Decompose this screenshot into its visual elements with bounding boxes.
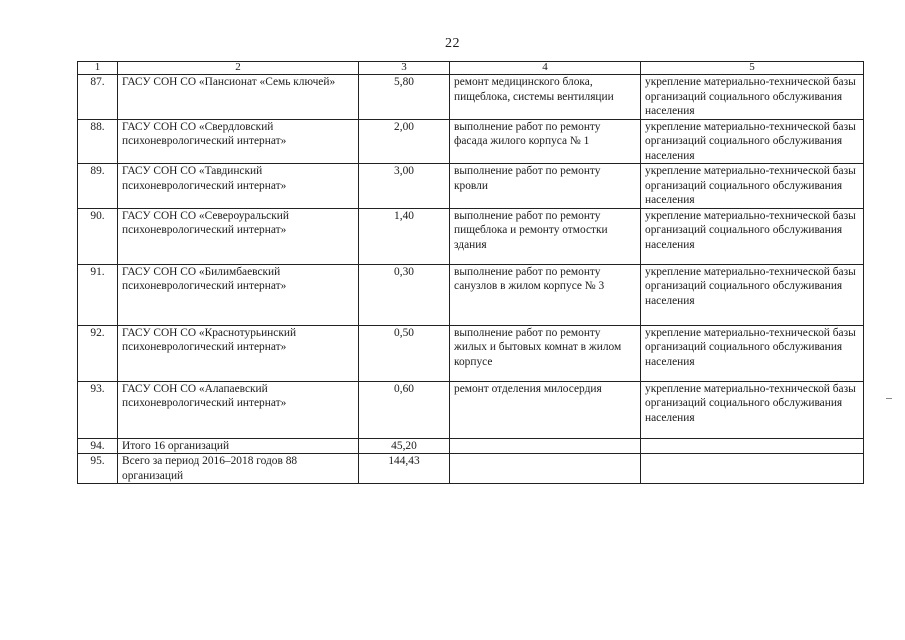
purpose-text [641,454,864,484]
work-description: выполнение работ по ремонту фасада жилого корпуса № 1 [450,119,641,164]
work-description: ремонт отделения милосердия [450,381,641,438]
organization-name: ГАСУ СОН СО «Тавдинский психоневрологический интернат» [118,164,359,209]
header-col-5: 5 [641,62,864,75]
row-number: 87. [78,75,118,120]
header-col-4: 4 [450,62,641,75]
table-row [78,264,864,325]
header-col-2: 2 [118,62,359,75]
work-description: ремонт медицинского блока, пищеблока, системы вентиляции [450,75,641,120]
margin-mark [886,398,892,399]
organization-name: ГАСУ СОН СО «Свердловский психоневрологический интернат» [118,119,359,164]
work-description [450,454,641,484]
purpose-text: укрепление материально-технической базы организаций социального обслуживания населения [641,208,864,264]
row-number: 92. [78,325,118,381]
table-row [78,325,864,381]
table-row [78,454,864,484]
table-row [78,438,864,454]
organization-name: ГАСУ СОН СО «Пансионат «Семь ключей» [118,75,359,120]
amount-value: 3,00 [359,164,450,209]
purpose-text: укрепление материально-технической базы организаций социального обслуживания населения [641,75,864,120]
purpose-text: укрепление материально-технической базы организаций социального обслуживания населения [641,381,864,438]
table-row [78,208,864,264]
row-number: 91. [78,264,118,325]
organization-name: ГАСУ СОН СО «Алапаевский психоневрологический интернат» [118,381,359,438]
work-description [450,438,641,454]
header-col-1: 1 [78,62,118,75]
purpose-text: укрепление материально-технической базы организаций социального обслуживания населения [641,119,864,164]
amount-value: 0,50 [359,325,450,381]
purpose-text: укрепление материально-технической базы организаций социального обслуживания населения [641,264,864,325]
row-number: 89. [78,164,118,209]
work-description: выполнение работ по ремонту жилых и бытовых комнат в жилом корпусе [450,325,641,381]
row-number: 90. [78,208,118,264]
amount-value: 45,20 [359,438,450,454]
purpose-text: укрепление материально-технической базы организаций социального обслуживания населения [641,325,864,381]
page-number: 22 [445,36,460,51]
work-description: выполнение работ по ремонту кровли [450,164,641,209]
organization-name: Всего за период 2016–2018 годов 88 организаций [118,454,359,484]
amount-value: 0,30 [359,264,450,325]
row-number: 88. [78,119,118,164]
purpose-text [641,438,864,454]
funding-table [77,61,864,484]
header-col-3: 3 [359,62,450,75]
organization-name: ГАСУ СОН СО «Билимбаевский психоневрологический интернат» [118,264,359,325]
organization-name: ГАСУ СОН СО «Краснотурьинский психоневрологический интернат» [118,325,359,381]
organization-name: Итого 16 организаций [118,438,359,454]
amount-value: 0,60 [359,381,450,438]
row-number: 93. [78,381,118,438]
amount-value: 144,43 [359,454,450,484]
amount-value: 2,00 [359,119,450,164]
table-row [78,381,864,438]
organization-name: ГАСУ СОН СО «Североуральский психоневрологический интернат» [118,208,359,264]
work-description: выполнение работ по ремонту пищеблока и ремонту отмостки здания [450,208,641,264]
work-description: выполнение работ по ремонту санузлов в жилом корпусе № 3 [450,264,641,325]
amount-value: 5,80 [359,75,450,120]
amount-value: 1,40 [359,208,450,264]
table-row [78,119,864,164]
table-row [78,75,864,120]
row-number: 94. [78,438,118,454]
purpose-text: укрепление материально-технической базы организаций социального обслуживания населения [641,164,864,209]
table-header-row [78,62,864,75]
table-row [78,164,864,209]
row-number: 95. [78,454,118,484]
